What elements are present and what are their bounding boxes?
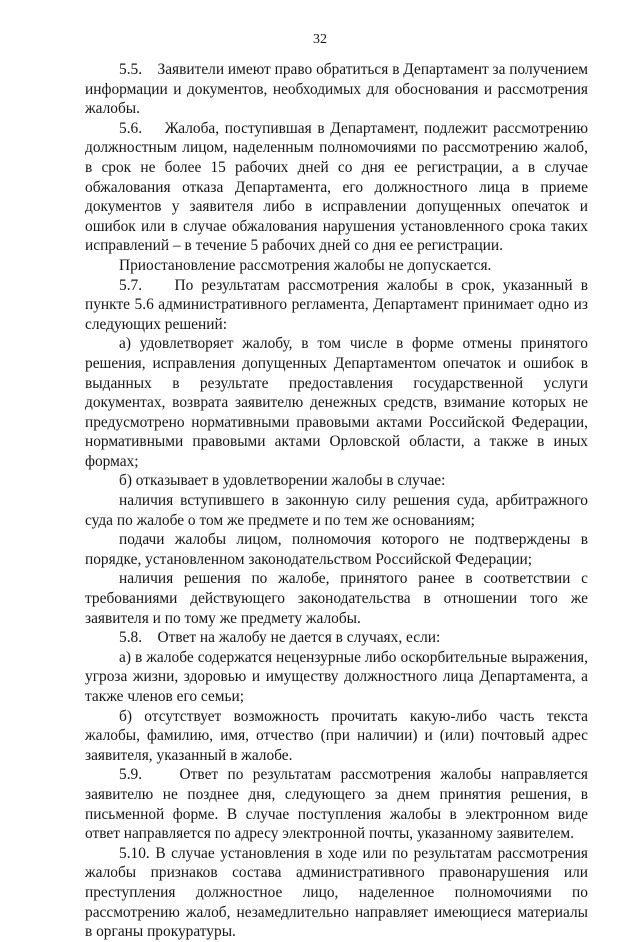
page-number: 32 — [313, 32, 327, 47]
paragraph-5-6: 5.6. Жалоба, поступившая в Департамент, подлежит рассмотрению должностным лицом, наделенным полномочиями по рассмотрению жалоб, в срок не более 15 рабочих дней со дня ее регистрации, а в случае обжалования отказа Департамента, его должностного лица в приеме документов у заявителя либо в исправлении допущенных опечаток и ошибок или в случае обжалования нарушения установленного срока таких исправлений – в течение 5 рабочих дней со дня ее регистрации. — [85, 119, 588, 255]
paragraph-5-5: 5.5. Заявители имеют право обратиться в Департамент за получением информации и документов, необходимых для обоснования и рассмотрения жалобы. — [85, 61, 588, 118]
paragraph-5-10: 5.10. В случае установления в ходе или по результатам рассмотрения жалобы признаков состава административного правонарушения или преступления должностное лицо, наделенное полномочиями по рассмотрению жалоб, незамедлительно направляет имеющиеся материалы в органы прокуратуры. — [85, 844, 588, 941]
paragraph-unconfirmed-authority: подачи жалобы лицом, полномочия которого не подтверждены в порядке, установленном законодательством Российской Федерации; — [85, 531, 588, 568]
document-body — [85, 60, 588, 942]
paragraph-5-7-a: а) удовлетворяет жалобу, в том числе в форме отмены принятого решения, исправления допущенных Департаментом опечаток и ошибок в выданных в результате предоставления государственной услуги документах, возврата заявителю денежных средств, взимание которых не предусмотрено нормативными правовыми актами Российской Федерации, нормативными правовыми актами Орловской области, а также в иных формах; — [85, 335, 588, 470]
paragraph-5-7-b: б) отказывает в удовлетворении жалобы в случае: — [119, 472, 446, 490]
paragraph-suspension-not-allowed: Приостановление рассмотрения жалобы не допускается. — [119, 256, 492, 274]
paragraph-court-decision: наличия вступившего в законную силу решения суда, арбитражного суда по жалобе о том же предмете и по тем же основаниям; — [85, 492, 588, 529]
paragraph-5-8-a: а) в жалобе содержатся нецензурные либо оскорбительные выражения, угроза жизни, здоровью и имуществу должностного лица Департамента, а также членов его семьи; — [85, 648, 588, 705]
paragraph-5-8-b: б) отсутствует возможность прочитать какую-либо часть текста жалобы, фамилию, имя, отчество (при наличии) и (или) почтовый адрес заявителя, указанный в жалобе. — [85, 707, 588, 764]
paragraph-5-8: 5.8. Ответ на жалобу не дается в случаях, если: — [119, 629, 441, 647]
paragraph-5-7: 5.7. По результатам рассмотрения жалобы в срок, указанный в пункте 5.6 административного регламента, Департамент принимает одно из следующих решений: — [85, 276, 588, 333]
paragraph-prior-decision: наличия решения по жалобе, принятого ранее в соответствии с требованиями действующего законодательства в отношении того же заявителя и по тому же предмету жалобы. — [85, 570, 588, 627]
paragraph-5-9: 5.9. Ответ по результатам рассмотрения жалобы направляется заявителю не позднее дня, следующего за днем принятия решения, в письменной форме. В случае поступления жалобы в электронном виде ответ направляется по адресу электронной почты, указанному заявителем. — [85, 766, 588, 843]
